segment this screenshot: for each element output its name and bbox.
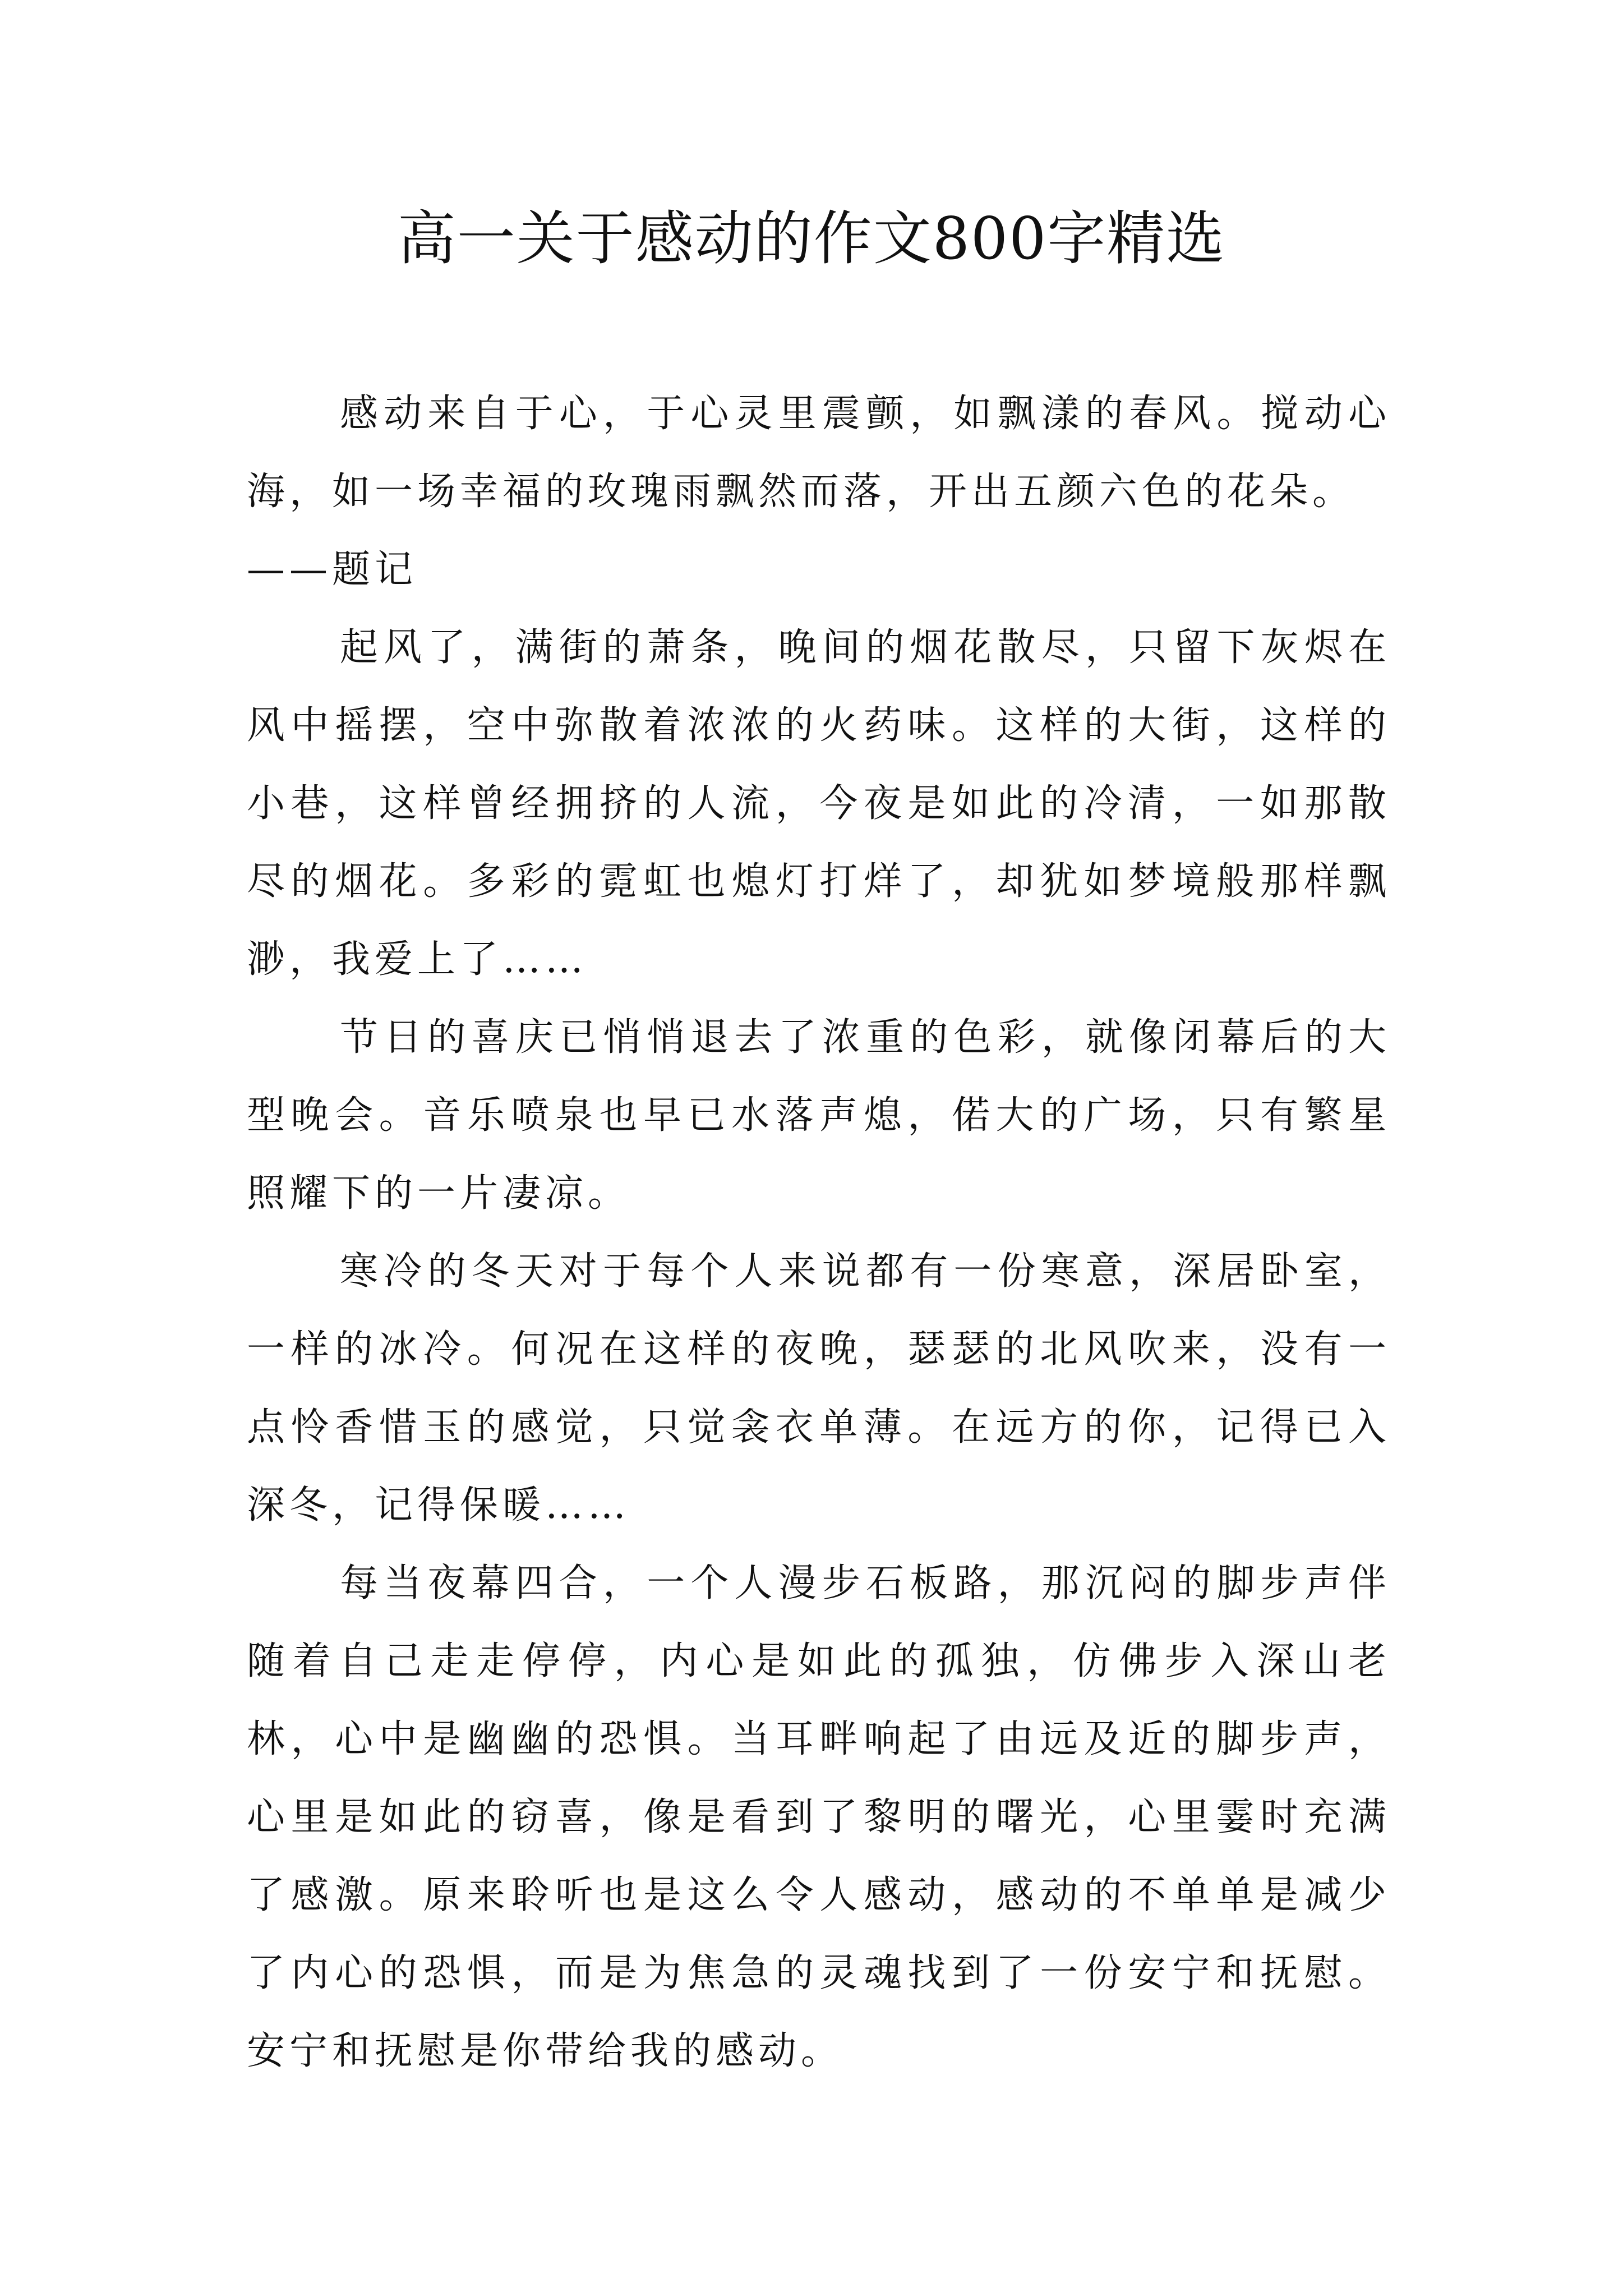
- paragraph-epigraph: [247, 375, 1391, 609]
- document-body: [247, 375, 1391, 2090]
- paragraph: 寒冷的冬天对于每个人来说都有一份寒意，深居卧室，一样的冰冷。何况在这样的夜晚，瑟瑟的北风吹来，没有一点怜香惜玉的感觉，只觉衾衣单薄。在远方的你，记得已入深冬，记得保暖……: [247, 1249, 1391, 1527]
- paragraph: 节日的喜庆已悄悄退去了浓重的色彩，就像闭幕后的大型晚会。音乐喷泉也早已水落声熄，偌大的广场，只有繁星照耀下的一片凄凉。: [247, 1015, 1391, 1216]
- document-title: 高一关于感动的作文800字精选: [397, 204, 1226, 273]
- epigraph-signature: ——题记: [247, 547, 418, 592]
- paragraph: 每当夜幕四合，一个人漫步石板路，那沉闷的脚步声伴随着自己走走停停，内心是如此的孤独，仿佛步入深山老林，心中是幽幽的恐惧。当耳畔响起了由远及近的脚步声，心里是如此的窃喜，像是看到了黎明的曙光，心里霎时充满了感激。原来聆听也是这么令人感动，感动的不单单是减少了内心的恐惧，而是为焦急的灵魂找到了一份安宁和抚慰。安宁和抚慰是你带给我的感动。: [247, 1561, 1391, 2073]
- paragraph: 起风了，满街的萧条，晚间的烟花散尽，只留下灰烬在风中摇摆，空中弥散着浓浓的火药味。这样的大街，这样的小巷，这样曾经拥挤的人流，今夜是如此的冷清，一如那散尽的烟花。多彩的霓虹也熄灯打烊了，却犹如梦境般那样飘渺，我爱上了……: [247, 625, 1391, 982]
- paragraph-text: 感动来自于心，于心灵里震颤，如飘漾的春风。搅动心海，如一场幸福的玫瑰雨飘然而落，开出五颜六色的花朵。: [247, 392, 1391, 514]
